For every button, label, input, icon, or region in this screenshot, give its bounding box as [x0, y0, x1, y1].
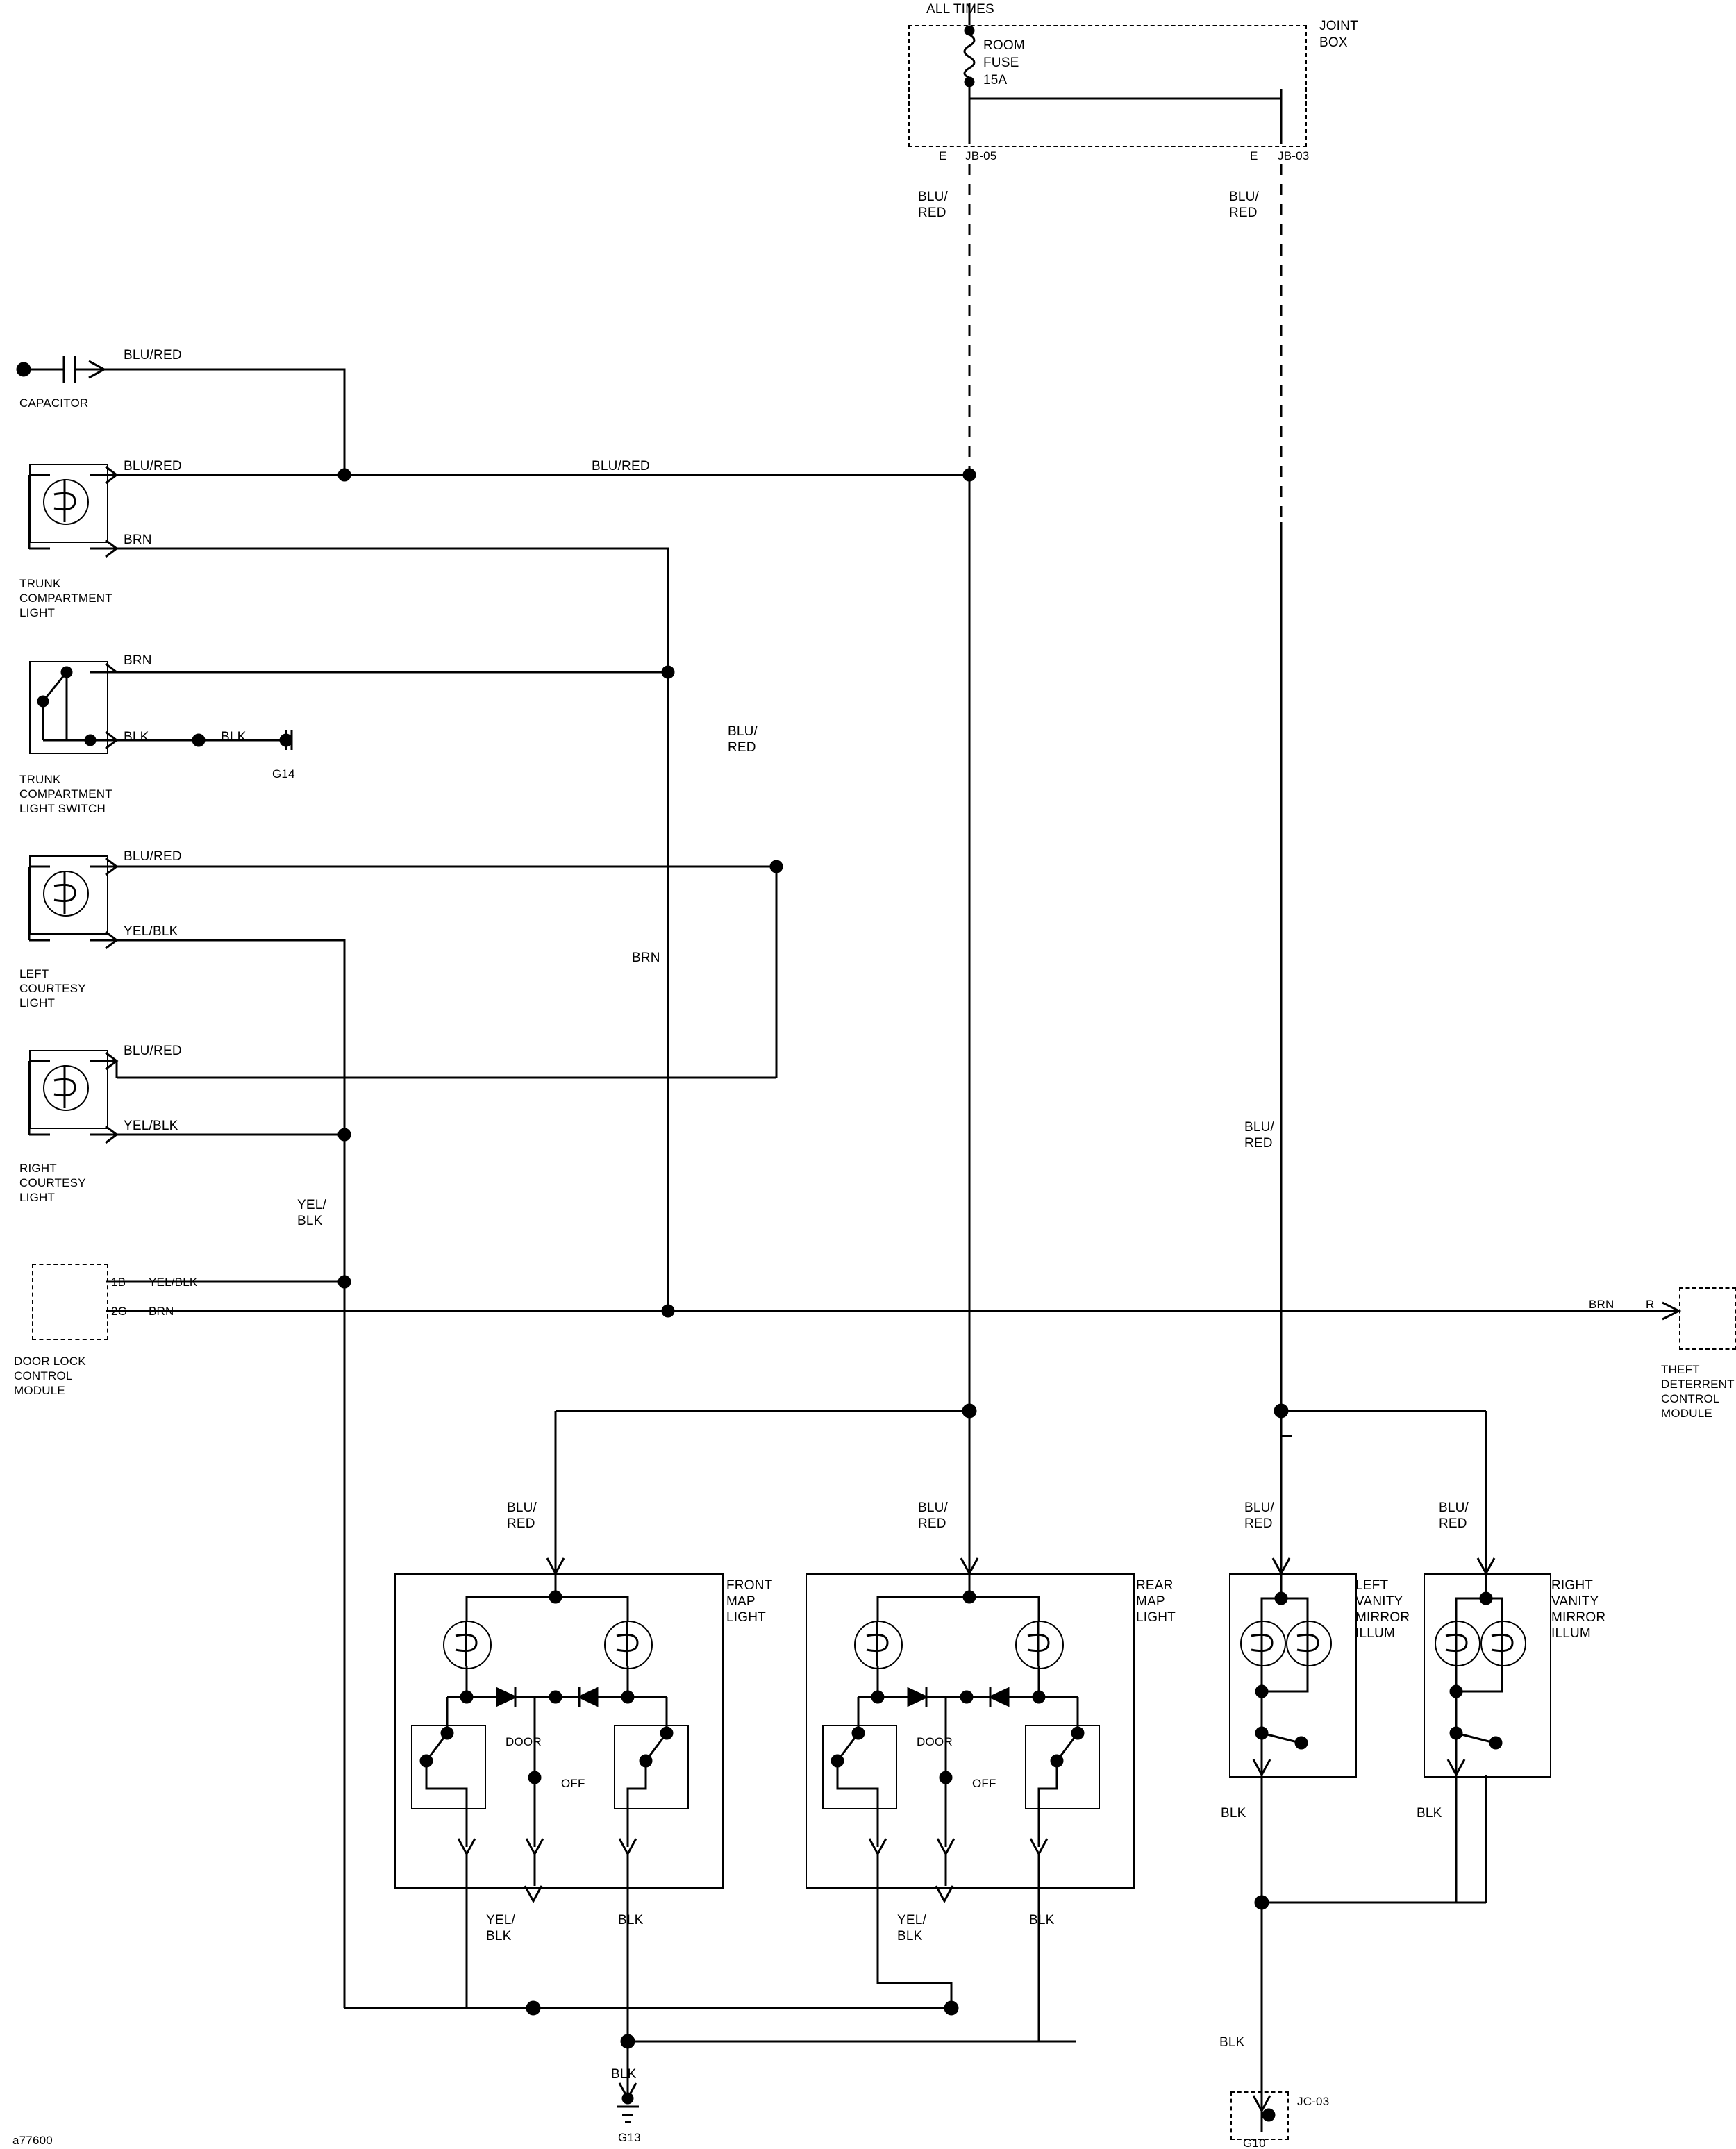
front-map-switch-right-box	[614, 1725, 689, 1809]
left-courtesy-wire-yelblk: YEL/BLK	[124, 924, 178, 939]
left-courtesy-light-label: LEFT COURTESY LIGHT	[19, 967, 86, 1010]
trunk-switch-wire-blk2: BLK	[221, 730, 247, 744]
fuse-label: FUSE	[983, 56, 1019, 70]
rear-map-light-lamp-left	[854, 1621, 903, 1669]
left-vanity-blu-red-label: BLU/ RED	[1244, 1500, 1275, 1531]
front-map-blu-red-label: BLU/ RED	[507, 1500, 537, 1531]
rear-map-switch-left-box	[822, 1725, 897, 1809]
trunk-light-wire-blured: BLU/RED	[124, 459, 182, 474]
right-courtesy-light-label: RIGHT COURTESY LIGHT	[19, 1162, 86, 1204]
trunk-switch-wire-blk1: BLK	[124, 730, 149, 744]
fuse-rating: 15A	[983, 73, 1008, 87]
right-vanity-mirror-box	[1424, 1573, 1551, 1778]
jb05-connector-id: JB-05	[965, 149, 997, 162]
trunk-light-wire-blured-mid: BLU/RED	[592, 459, 650, 474]
jc03-connector-id: JC-03	[1297, 2095, 1330, 2108]
front-map-light-lamp-left	[443, 1621, 492, 1669]
capacitor-label: CAPACITOR	[19, 396, 89, 410]
right-vanity-blu-red-label: BLU/ RED	[1439, 1500, 1469, 1531]
front-map-light-lamp-right	[604, 1621, 653, 1669]
trunk-compartment-light-label: TRUNK COMPARTMENT LIGHT	[19, 577, 112, 619]
right-vanity-lamp-1	[1435, 1621, 1480, 1666]
jb03-pin: E	[1250, 149, 1258, 162]
all-times-label: ALL TIMES	[926, 2, 994, 17]
jb05-pin: E	[939, 149, 947, 162]
door-lock-control-module-box	[32, 1264, 108, 1340]
door-lock-control-module-label: DOOR LOCK CONTROL MODULE	[14, 1355, 86, 1397]
mid-blu-red-label: BLU/ RED	[728, 724, 758, 755]
joint-box-label-line1: JOINT	[1319, 19, 1358, 33]
trunk-compartment-light-lamp	[43, 479, 89, 525]
right-vanity-lamp-2	[1480, 1621, 1526, 1666]
rear-map-off-label: OFF	[972, 1777, 996, 1790]
mid-brn-label: BRN	[632, 951, 660, 965]
front-map-yelblk-label: YEL/ BLK	[486, 1913, 515, 1943]
front-map-switch-left-box	[411, 1725, 486, 1809]
door-lock-wire-yelblk: YEL/BLK	[149, 1276, 198, 1289]
yel-blk-vertical-label: YEL/ BLK	[297, 1198, 326, 1228]
trunk-light-switch-box	[29, 661, 108, 754]
theft-wire-brn: BRN	[1589, 1298, 1614, 1311]
left-vanity-lamp-1	[1240, 1621, 1286, 1666]
theft-pin-r: R	[1646, 1298, 1655, 1311]
right-courtesy-wire-blured: BLU/RED	[124, 1044, 182, 1058]
right-courtesy-light-lamp	[43, 1065, 89, 1111]
left-courtesy-wire-blured: BLU/RED	[124, 849, 182, 864]
rear-map-yelblk-label: YEL/ BLK	[897, 1913, 926, 1943]
ground-g13-label: G13	[618, 2131, 641, 2144]
jc03-connector-box	[1230, 2091, 1289, 2140]
room-fuse-name: ROOM	[983, 38, 1025, 53]
front-map-light-label: FRONT MAP LIGHT	[726, 1578, 773, 1625]
rear-map-door-label: DOOR	[917, 1735, 953, 1748]
left-vanity-mirror-label: LEFT VANITY MIRROR ILLUM	[1355, 1578, 1410, 1641]
right-courtesy-wire-yelblk: YEL/BLK	[124, 1119, 178, 1133]
capacitor-wire-label: BLU/RED	[124, 348, 182, 362]
rear-map-switch-right-box	[1025, 1725, 1100, 1809]
theft-deterrent-control-module-box	[1679, 1287, 1736, 1350]
left-vanity-blk-label: BLK	[1221, 1806, 1246, 1821]
front-map-door-label: DOOR	[506, 1735, 542, 1748]
front-map-blk-label: BLK	[618, 1913, 644, 1928]
trunk-light-switch-label: TRUNK COMPARTMENT LIGHT SWITCH	[19, 773, 112, 815]
blu-red-label-jb05: BLU/ RED	[918, 190, 949, 220]
rear-map-blk-label: BLK	[1029, 1913, 1055, 1928]
rear-map-light-lamp-right	[1015, 1621, 1064, 1669]
blu-red-label-jb03: BLU/ RED	[1229, 190, 1260, 220]
left-courtesy-light-lamp	[43, 871, 89, 917]
ground-g14-label: G14	[272, 767, 295, 780]
rear-map-light-label: REAR MAP LIGHT	[1136, 1578, 1176, 1625]
theft-deterrent-control-module-label: THEFT DETERRENT CONTROL MODULE	[1661, 1363, 1735, 1420]
trunk-switch-wire-brn: BRN	[124, 653, 152, 668]
door-lock-wire-brn: BRN	[149, 1305, 174, 1318]
right-vanity-mirror-label: RIGHT VANITY MIRROR ILLUM	[1551, 1578, 1606, 1641]
ground-g10-label: G10	[1243, 2137, 1266, 2149]
front-map-off-label: OFF	[561, 1777, 585, 1790]
trunk-light-wire-brn: BRN	[124, 533, 152, 547]
jc03-wire-blk-label: BLK	[1219, 2035, 1245, 2050]
left-vanity-lamp-2	[1286, 1621, 1332, 1666]
g13-wire-blk-label: BLK	[611, 2067, 637, 2082]
left-vanity-mirror-box	[1229, 1573, 1357, 1778]
rear-map-blu-red-label: BLU/ RED	[918, 1500, 949, 1531]
jb03-connector-id: JB-03	[1278, 149, 1310, 162]
door-lock-pin-2g: 2G	[111, 1305, 128, 1318]
joint-box-label-line2: BOX	[1319, 35, 1348, 50]
joint-box-outline	[908, 25, 1307, 147]
door-lock-pin-1b: 1B	[111, 1276, 126, 1289]
drawing-number: a77600	[12, 2134, 53, 2147]
right-vanity-blk-label: BLK	[1417, 1806, 1442, 1821]
right-blu-red-vertical-label: BLU/ RED	[1244, 1120, 1275, 1151]
